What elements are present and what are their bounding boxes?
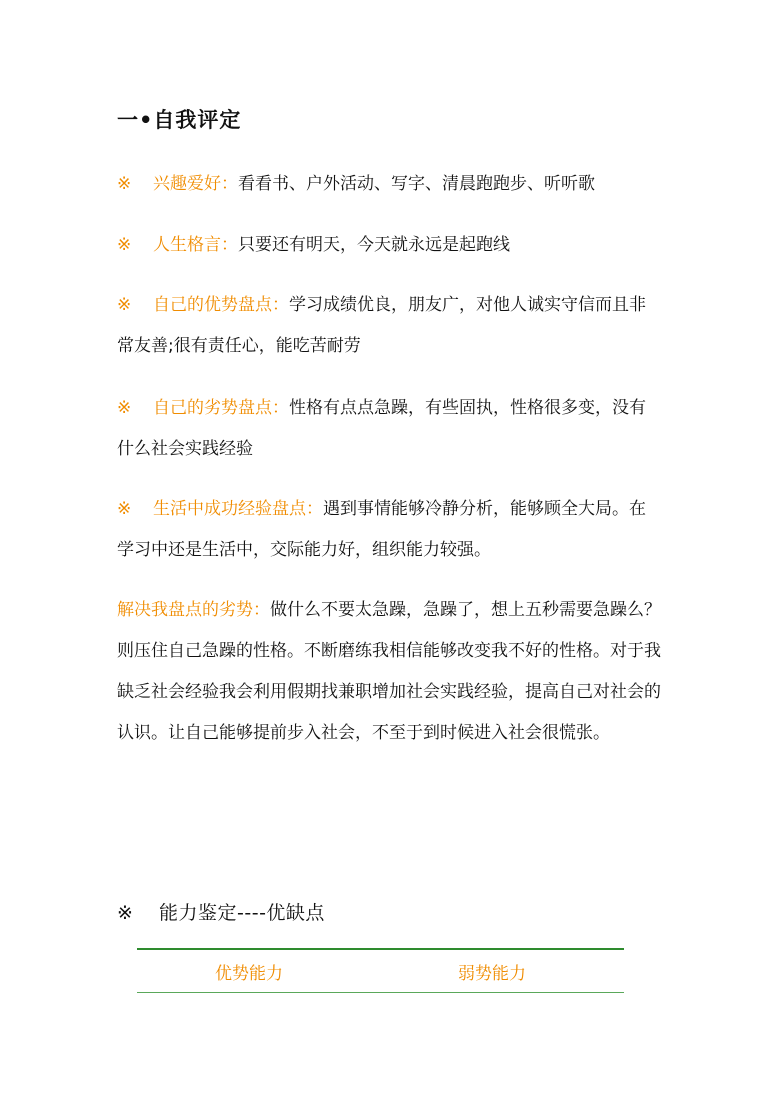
resolve-text: 做什么不要太急躁，急躁了，想上五秒需要急躁么？则压住自己急躁的性格。不断磨练我相信能够改变我不好的性格。对于我缺乏社会经验我会利用假期找兼职增加社会实践经验，提高自己对社会的认识。让自己能够提前步入社会，不至于到时候进入社会很慌张。	[117, 600, 661, 743]
reference-mark: ※	[117, 235, 132, 255]
header-weak-ability: 弱势能力	[458, 964, 526, 984]
resolve-paragraph	[117, 590, 662, 754]
resolve-label: 解决我盘点的劣势：	[117, 600, 270, 620]
item-label: 生活中成功经验盘点：	[153, 499, 323, 519]
item-text: 看看书、户外活动、写字、清晨跑跑步、听听歌	[238, 174, 595, 194]
item-label: 自己的优势盘点：	[153, 295, 289, 315]
item-text: 学习成绩优良，朋友广，对他人诚实守信而且非常友善;很有责任心，能吃苦耐劳	[117, 295, 646, 356]
item-success-experience	[117, 489, 662, 571]
item-strengths	[117, 285, 662, 367]
reference-mark: ※	[117, 902, 134, 924]
item-label: 人生格言：	[153, 235, 238, 255]
section2-title: 能力鉴定----优缺点	[159, 902, 325, 924]
item-motto	[117, 225, 662, 266]
item-text: 遇到事情能够冷静分析，能够顾全大局。在学习中还是生活中，交际能力好，组织能力较强。	[117, 499, 646, 560]
reference-mark: ※	[117, 295, 132, 315]
item-weaknesses	[117, 388, 662, 470]
item-label: 兴趣爱好：	[153, 174, 238, 194]
section2-heading	[117, 898, 325, 925]
item-hobbies	[117, 164, 662, 205]
reference-mark: ※	[117, 499, 132, 519]
reference-mark: ※	[117, 174, 132, 194]
reference-mark: ※	[117, 398, 132, 418]
item-label: 自己的劣势盘点：	[153, 398, 289, 418]
section-heading: 一•自我评定	[117, 108, 242, 132]
header-strength-ability: 优势能力	[215, 964, 283, 984]
ability-table	[137, 948, 624, 993]
item-text: 性格有点点急躁，有些固执，性格很多变，没有什么社会实践经验	[117, 398, 646, 459]
item-text: 只要还有明天，今天就永远是起跑线	[238, 235, 510, 255]
